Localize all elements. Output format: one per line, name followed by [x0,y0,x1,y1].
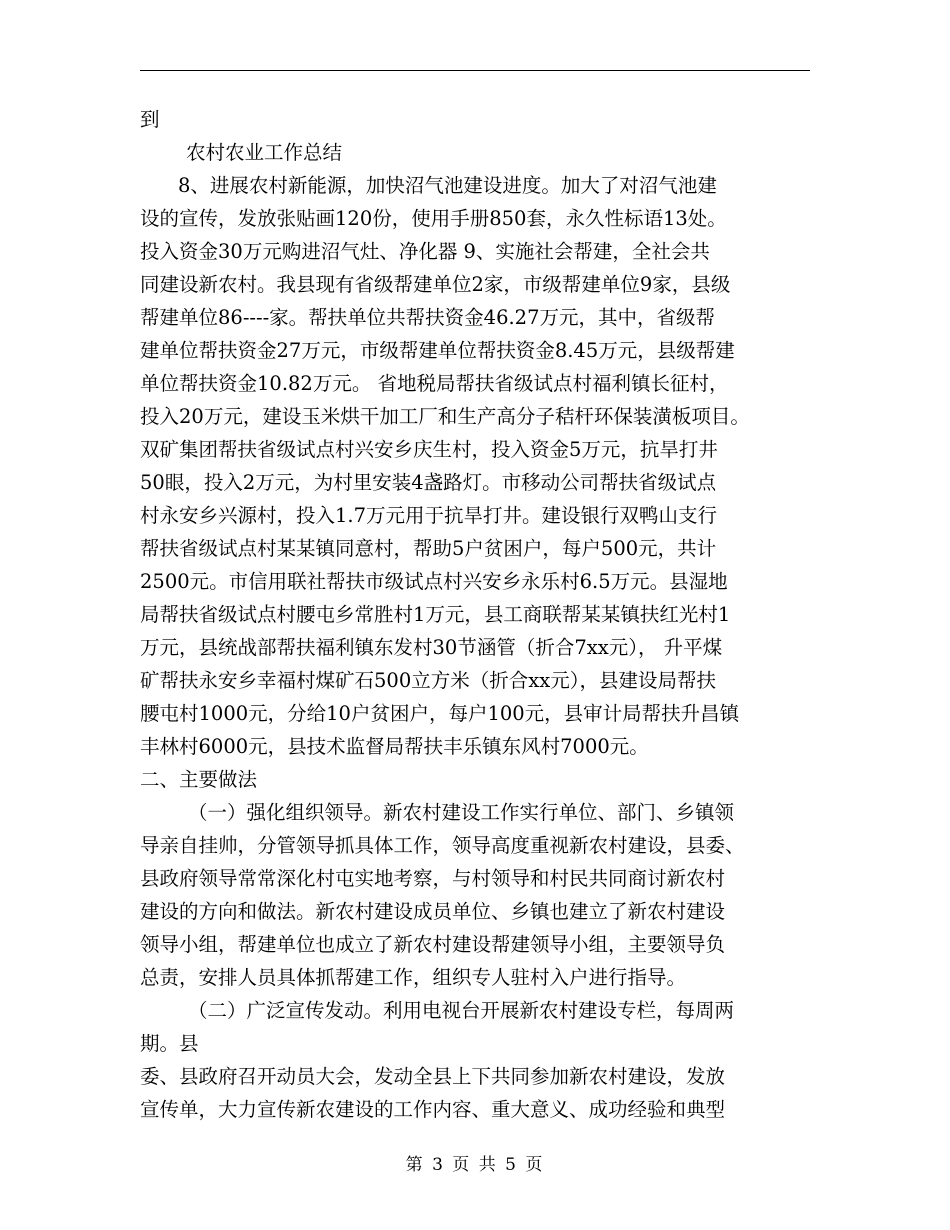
text-line: 腰屯村1000元，分给10户贫困户，每户100元，县审计局帮扶升昌镇 [140,702,740,725]
text-line: 同建设新农村。我县现有省级帮建单位2家，市级帮建单位9家，县级 [140,273,731,296]
text-line: 领导小组，帮建单位也成立了新农村建设帮建领导小组，主要领导负 [140,933,726,956]
text-line: 万元，县统战部帮扶福利镇东发村30节涵管（折合7xx元）， 升平煤 [140,636,723,659]
text-line: 双矿集团帮扶省级试点村兴安乡庆生村，投入资金5万元，抗旱打井 [140,438,718,461]
text-line: 2500元。市信用联社帮扶市级试点村兴安乡永乐村6.5万元。县湿地 [140,570,728,593]
text-line: 到 [140,108,160,131]
text-line: 建设的方向和做法。新农村建设成员单位、乡镇也建立了新农村建设 [140,900,726,923]
text-line: 局帮扶省级试点村腰屯乡常胜村1万元，县工商联帮某某镇扶红光村1 [140,603,731,626]
text-line: （一）强化组织领导。新农村建设工作实行单位、部门、乡镇领 [188,801,735,824]
text-line: 建单位帮扶资金27万元，市级帮建单位帮扶资金8.45万元，县级帮建 [140,339,735,362]
text-line: 丰林村6000元，县技术监督局帮扶丰乐镇东风村7000元。 [140,735,649,758]
text-line: 村永安乡兴源村，投入1.7万元用于抗旱打井。建设银行双鸭山支行 [140,504,718,527]
text-line: 宣传单，大力宣传新农建设的工作内容、重大意义、成功经验和典型 [140,1098,726,1121]
page-number: 第 3 页 共 5 页 [405,1155,545,1175]
text-line: （二）广泛宣传发动。利用电视台开展新农村建设专栏，每周两 [188,999,735,1022]
text-line: 县政府领导常常深化村屯实地考察，与村领导和村民共同商讨新农村 [140,867,726,890]
text-line: 期。县 [140,1032,199,1055]
text-line: 导亲自挂帅，分管领导抓具体工作，领导高度重视新农村建设，县委、 [140,834,745,857]
text-line: 8、进展农村新能源，加快沼气池建设进度。加大了对沼气池建 [178,174,717,197]
header-rule [140,70,810,71]
text-line: 委、县政府召开动员大会，发动全县上下共同参加新农村建设，发放 [140,1065,726,1088]
text-line: 设的宣传，发放张贴画120份，使用手册850套，永久性标语13处。 [140,207,727,230]
text-line: 单位帮扶资金10.82万元。 省地税局帮扶省级试点村福利镇长征村， [140,372,729,395]
text-line: 投入资金30万元购进沼气灶、净化器 9、实施社会帮建，全社会共 [140,240,710,263]
text-line: 矿帮扶永安乡幸福村煤矿石500立方米（折合xx元），县建设局帮扶 [140,669,716,692]
section-heading: 农村农业工作总结 [186,141,343,164]
text-line: 帮建单位86----家。帮扶单位共帮扶资金46.27万元，其中，省级帮 [140,306,715,329]
text-line: 帮扶省级试点村某某镇同意村，帮助5户贫困户，每户500元，共计 [140,537,717,560]
text-line: 投入20万元，建设玉米烘干加工厂和生产高分子秸杆环保装潢板项目。 [140,405,750,428]
text-line: 总责，安排人员具体抓帮建工作，组织专人驻村入户进行指导。 [140,966,687,989]
document-body [140,103,812,1126]
section-heading: 二、主要做法 [140,768,258,791]
text-line: 50眼，投入2万元，为村里安装4盏路灯。市移动公司帮扶省级试点 [140,471,717,494]
